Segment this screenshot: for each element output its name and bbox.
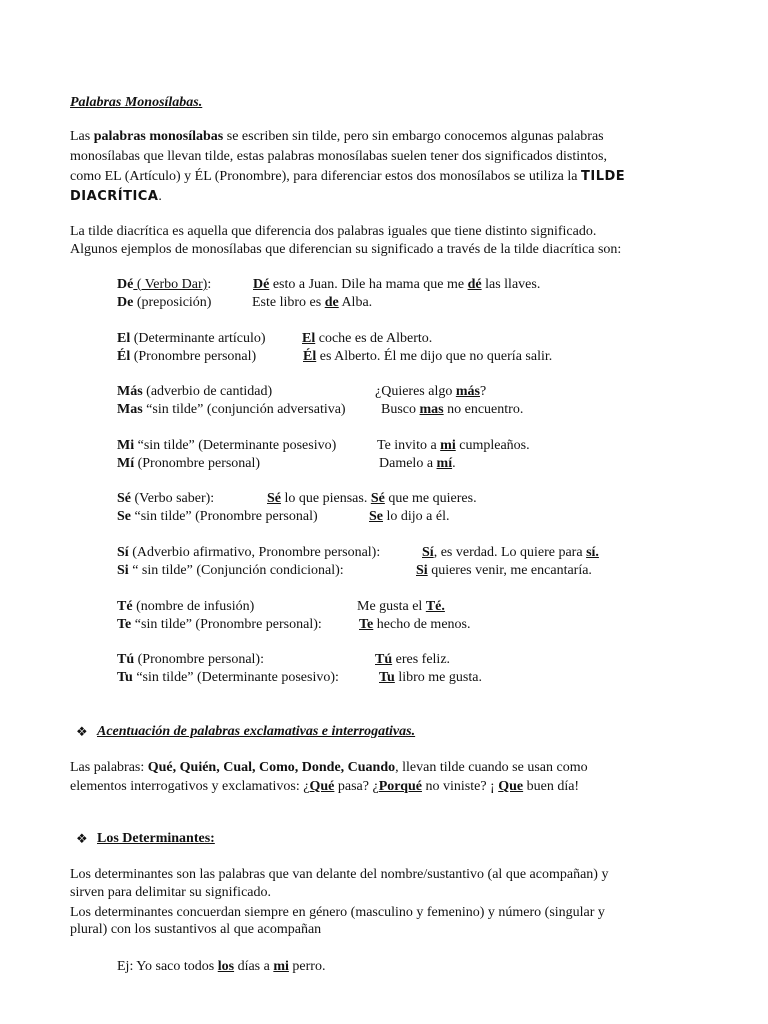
monosyllable-word: El	[117, 331, 131, 346]
example-text: ¿Quieres algo	[375, 384, 456, 399]
monosyllable-word: Él	[117, 349, 131, 364]
section3-example	[117, 957, 325, 977]
pair-term	[117, 275, 211, 295]
pair-term	[117, 597, 254, 617]
monosyllable-word: Tu	[117, 670, 133, 685]
example-text: las llaves.	[481, 277, 541, 292]
section3-line-2: sirven para delimitar su significado.	[70, 885, 271, 900]
pair-example	[253, 275, 540, 295]
underlined-word: Sí	[422, 545, 434, 560]
underlined-word: Qué	[309, 779, 335, 794]
pair-example	[357, 597, 445, 617]
underlined-word: Él	[303, 349, 317, 364]
word-description: “sin tilde” (Determinante posesivo)	[134, 438, 337, 453]
pair-term	[117, 329, 266, 349]
underlined-word: Si	[416, 563, 428, 578]
bold-term: palabras monosílabas	[93, 129, 224, 144]
pair-term	[117, 293, 211, 313]
example-text: ?	[479, 384, 487, 399]
underlined-word: Sé	[267, 491, 281, 506]
example-text: esto a Juan. Dile ha mama que me	[269, 277, 468, 292]
pair-term	[117, 436, 336, 456]
word-description: (Determinante artículo)	[130, 331, 266, 346]
example-text: Te invito a	[377, 438, 441, 453]
example-text: es Alberto. Él me dijo que no quería salir.	[316, 349, 553, 364]
pair-example	[377, 436, 530, 456]
pair-term	[117, 489, 214, 509]
intro-line-4: DIACRÍTICA.	[70, 189, 162, 204]
underlined-word: dé	[467, 277, 482, 292]
pair-example	[422, 543, 599, 563]
section2-line-1: Las palabras: Qué, Quién, Cual, Como, Donde, Cuando, llevan tilde cuando se usan como	[70, 760, 588, 775]
monosyllable-word: Sí	[117, 545, 129, 560]
example-text: lo dijo a él.	[383, 509, 450, 524]
underlined-word: Porqué	[378, 779, 422, 794]
example-text: Ej: Yo saco todos	[117, 959, 218, 974]
section2-line-2	[70, 777, 579, 797]
underlined-word: mas	[419, 402, 444, 417]
monosyllable-word: Se	[117, 509, 131, 524]
pair-example	[303, 347, 552, 367]
monosyllable-word: Mi	[117, 438, 135, 453]
example-text: cumpleaños.	[455, 438, 530, 453]
example-text: .	[452, 456, 456, 471]
word-description: “sin tilde” (conjunción adversativa)	[142, 402, 346, 417]
underlined-word: Te	[359, 617, 374, 632]
bold-term: DIACRÍTICA	[70, 189, 159, 204]
word-description: “sin tilde” (Pronombre personal):	[131, 617, 322, 632]
example-text: no viniste? ¡	[422, 779, 499, 794]
diamond-bullet-icon: ❖	[76, 831, 88, 846]
example-text: buen día!	[523, 779, 580, 794]
monosyllable-word: Mas	[117, 402, 143, 417]
underlined-word: mi	[273, 959, 289, 974]
section-heading-determinantes: Los Determinantes:	[97, 831, 215, 846]
example-text: elementos interrogativos y exclamativos: ¿	[70, 779, 310, 794]
example-text: que me quieres.	[384, 491, 477, 506]
pair-example	[375, 650, 450, 670]
example-text: coche es de Alberto.	[315, 331, 433, 346]
monosyllable-word: Si	[117, 563, 129, 578]
intro-line-3: como EL (Artículo) y ÉL (Pronombre), para diferenciar estos dos monosílabos se utiliza la TILDE	[70, 169, 626, 184]
section3-line-1: Los determinantes son las palabras que van delante del nombre/sustantivo (al que acompañan) y	[70, 867, 609, 882]
underlined-word: de	[324, 295, 339, 310]
example-text: quieres venir, me encantaría.	[427, 563, 592, 578]
pair-example	[381, 400, 523, 420]
word-description: (Verbo saber):	[131, 491, 215, 506]
word-description: (Pronombre personal)	[134, 456, 261, 471]
pair-term	[117, 615, 322, 635]
pair-example	[369, 507, 450, 527]
section3-line-4: plural) con los sustantivos al que acompañan	[70, 922, 322, 937]
underlined-word: mi	[440, 438, 456, 453]
example-text: libro me gusta.	[394, 670, 482, 685]
pair-example	[375, 382, 486, 402]
pair-example	[359, 615, 470, 635]
pair-term	[117, 561, 344, 581]
intro-line-1: Las palabras monosílabas se escriben sin tilde, pero sin embargo conocemos algunas palabras	[70, 129, 604, 144]
underlined-word: Dé	[253, 277, 270, 292]
word-description: “sin tilde” (Determinante posesivo):	[132, 670, 339, 685]
underlined-word: mí	[436, 456, 453, 471]
monosyllable-word: De	[117, 295, 134, 310]
pair-example	[379, 668, 482, 688]
example-text: días a	[234, 959, 274, 974]
example-text: perro.	[288, 959, 326, 974]
example-text: hecho de menos.	[373, 617, 471, 632]
word-description: ( Verbo Dar)	[133, 277, 208, 292]
pair-example	[416, 561, 592, 581]
pair-term	[117, 382, 272, 402]
underlined-word: los	[217, 959, 235, 974]
underlined-word: Que	[498, 779, 524, 794]
pair-term	[117, 543, 380, 563]
word-description: (adverbio de cantidad)	[142, 384, 273, 399]
monosyllable-word: Dé	[117, 277, 134, 292]
pair-example	[252, 293, 372, 313]
page-title: Palabras Monosílabas.	[70, 95, 203, 110]
example-text: lo que piensas.	[281, 491, 371, 506]
underlined-word: El	[302, 331, 316, 346]
bold-term: TILDE	[580, 169, 626, 184]
monosyllable-word: Mí	[117, 456, 135, 471]
underlined-word: más	[455, 384, 480, 399]
bold-term: Qué, Quién, Cual, Como, Donde, Cuando	[147, 760, 396, 775]
example-text: Me gusta el	[357, 599, 426, 614]
word-description: “sin tilde” (Pronombre personal)	[131, 509, 318, 524]
pair-term	[117, 347, 256, 367]
monosyllable-word: Sé	[117, 491, 131, 506]
monosyllable-word: Más	[117, 384, 143, 399]
word-description: :	[207, 277, 212, 292]
example-text: eres feliz.	[392, 652, 451, 667]
underlined-word: sí.	[586, 545, 599, 560]
word-description: (Pronombre personal)	[130, 349, 257, 364]
example-text: Damelo a	[379, 456, 437, 471]
definition-line-2: Algunos ejemplos de monosílabas que diferencian su significado a través de la tilde diacrítica son:	[70, 242, 622, 257]
underlined-word: Té.	[425, 599, 445, 614]
pair-example	[267, 489, 477, 509]
word-description: (preposición)	[133, 295, 212, 310]
pair-term	[117, 454, 260, 474]
pair-term	[117, 650, 264, 670]
definition-line-1: La tilde diacrítica es aquella que diferencia dos palabras iguales que tiene distinto significado.	[70, 224, 597, 239]
example-text: pasa? ¿	[334, 779, 379, 794]
intro-line-2: monosílabas que llevan tilde, estas palabras monosílabas suelen tener dos significados distintos,	[70, 149, 607, 164]
word-description: (Adverbio afirmativo, Pronombre personal):	[128, 545, 381, 560]
pair-example	[379, 454, 456, 474]
pair-term	[117, 507, 318, 527]
word-description: (Pronombre personal):	[134, 652, 264, 667]
section-heading-exclamativas: Acentuación de palabras exclamativas e interrogativas.	[97, 724, 416, 739]
monosyllable-word: Tú	[117, 652, 135, 667]
underlined-word: Sé	[370, 491, 385, 506]
example-text: Alba.	[338, 295, 373, 310]
pair-example	[302, 329, 432, 349]
underlined-word: Tú	[375, 652, 393, 667]
section3-line-3: Los determinantes concuerdan siempre en género (masculino y femenino) y número (singular y	[70, 905, 605, 920]
monosyllable-word: Te	[117, 617, 132, 632]
example-text: Este libro es	[252, 295, 325, 310]
underlined-word: Se	[369, 509, 383, 524]
example-text: Busco	[381, 402, 420, 417]
pair-term	[117, 400, 346, 420]
example-text: no encuentro.	[443, 402, 524, 417]
word-description: “ sin tilde” (Conjunción condicional):	[128, 563, 344, 578]
diamond-bullet-icon: ❖	[76, 724, 88, 739]
word-description: (nombre de infusión)	[132, 599, 255, 614]
underlined-word: Tu	[379, 670, 395, 685]
monosyllable-word: Té	[117, 599, 133, 614]
pair-term	[117, 668, 339, 688]
example-text: , es verdad. Lo quiere para	[433, 545, 587, 560]
